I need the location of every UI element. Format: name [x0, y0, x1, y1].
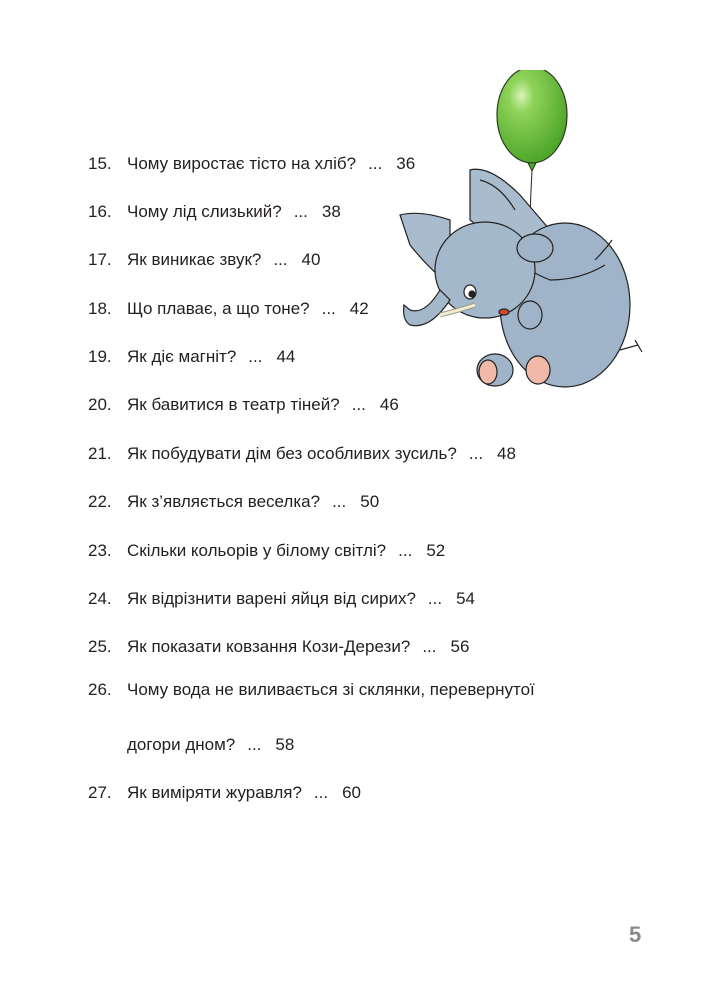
- toc-entry-15: [88, 152, 415, 176]
- entry-number: 20.: [88, 395, 112, 414]
- entry-title: Як діє магніт?: [127, 347, 237, 366]
- entry-dots: ...: [321, 299, 336, 318]
- toc-entry-19: [88, 345, 295, 369]
- entry-page: 40: [301, 250, 321, 269]
- entry-number: 19.: [88, 347, 112, 366]
- entry-dots: ...: [368, 154, 383, 173]
- entry-page: 56: [450, 637, 470, 656]
- entry-dots: ...: [247, 735, 262, 754]
- toc-entry-22: [88, 490, 379, 514]
- entry-title: Чому лід слизький?: [127, 202, 282, 221]
- entry-page: 60: [342, 783, 361, 802]
- entry-title: Що плаває, а що тоне?: [127, 299, 310, 318]
- entry-page: 54: [456, 589, 475, 608]
- entry-dots: ...: [313, 783, 329, 802]
- entry-dots: ...: [248, 347, 263, 366]
- elephant: [400, 169, 642, 387]
- entry-title: Як виміряти журавля?: [127, 783, 302, 802]
- entry-dots: ...: [351, 395, 366, 414]
- toc-entry-26-continued: [127, 733, 294, 757]
- entry-number: 25.: [88, 637, 112, 656]
- balloon: [497, 70, 567, 163]
- entry-page: 46: [379, 395, 399, 414]
- entry-title: Як бавитися в театр тіней?: [127, 395, 340, 414]
- entry-dots: ...: [398, 541, 413, 560]
- entry-number: 24.: [88, 589, 112, 608]
- entry-number: 23.: [88, 541, 112, 560]
- entry-number: 26.: [88, 680, 112, 699]
- entry-title: Чому вода не виливається зі склянки, перевернутої: [127, 680, 535, 699]
- entry-page: 42: [349, 299, 369, 318]
- elephant-with-balloon-illustration: [390, 70, 650, 400]
- entry-title: Чому виростає тісто на хліб?: [127, 154, 357, 173]
- entry-title: Як показати ковзання Кози-Дерези?: [127, 637, 411, 656]
- toc-entry-21: [88, 442, 516, 466]
- page-number: 5: [629, 922, 642, 947]
- entry-title: Як відрізнити варені яйця від сирих?: [127, 589, 416, 608]
- entry-number: 18.: [88, 299, 112, 318]
- entry-page: 58: [275, 735, 295, 754]
- toc-entry-17: [88, 248, 320, 272]
- entry-dots: ...: [293, 202, 308, 221]
- entry-title: Як виникає звук?: [127, 250, 262, 269]
- entry-number: 21.: [88, 444, 112, 463]
- entry-page: 44: [276, 347, 296, 366]
- entry-dots: ...: [468, 444, 484, 463]
- entry-number: 27.: [88, 783, 112, 802]
- entry-page: 38: [321, 202, 341, 221]
- entry-number: 16.: [88, 202, 112, 221]
- toc-entry-23: [88, 539, 445, 563]
- entry-title: Як з’являється веселка?: [127, 492, 321, 511]
- entry-number: 17.: [88, 250, 112, 269]
- entry-title: Як побудувати дім без особливих зусиль?: [127, 444, 457, 463]
- entry-dots: ...: [427, 589, 443, 608]
- balloon-knot: [528, 163, 536, 171]
- entry-page: 52: [426, 541, 446, 560]
- toc-entry-26: [88, 678, 535, 702]
- toc-entry-27: [88, 781, 361, 805]
- entry-page: 36: [396, 154, 416, 173]
- toc-entry-18: [88, 297, 369, 321]
- entry-dots: ...: [273, 250, 288, 269]
- entry-title: догори дном?: [127, 735, 236, 754]
- entry-dots: ...: [332, 492, 347, 511]
- entry-number: 22.: [88, 492, 112, 511]
- entry-number: 15.: [88, 154, 112, 173]
- entry-title: Скільки кольорів у білому світлі?: [127, 541, 387, 560]
- entry-dots: ...: [422, 637, 437, 656]
- entry-page: 50: [360, 492, 380, 511]
- toc-entry-25: [88, 635, 469, 659]
- toc-entry-16: [88, 200, 341, 224]
- entry-page: 48: [497, 444, 516, 463]
- toc-entry-20: [88, 393, 399, 417]
- toc-entry-24: [88, 587, 475, 611]
